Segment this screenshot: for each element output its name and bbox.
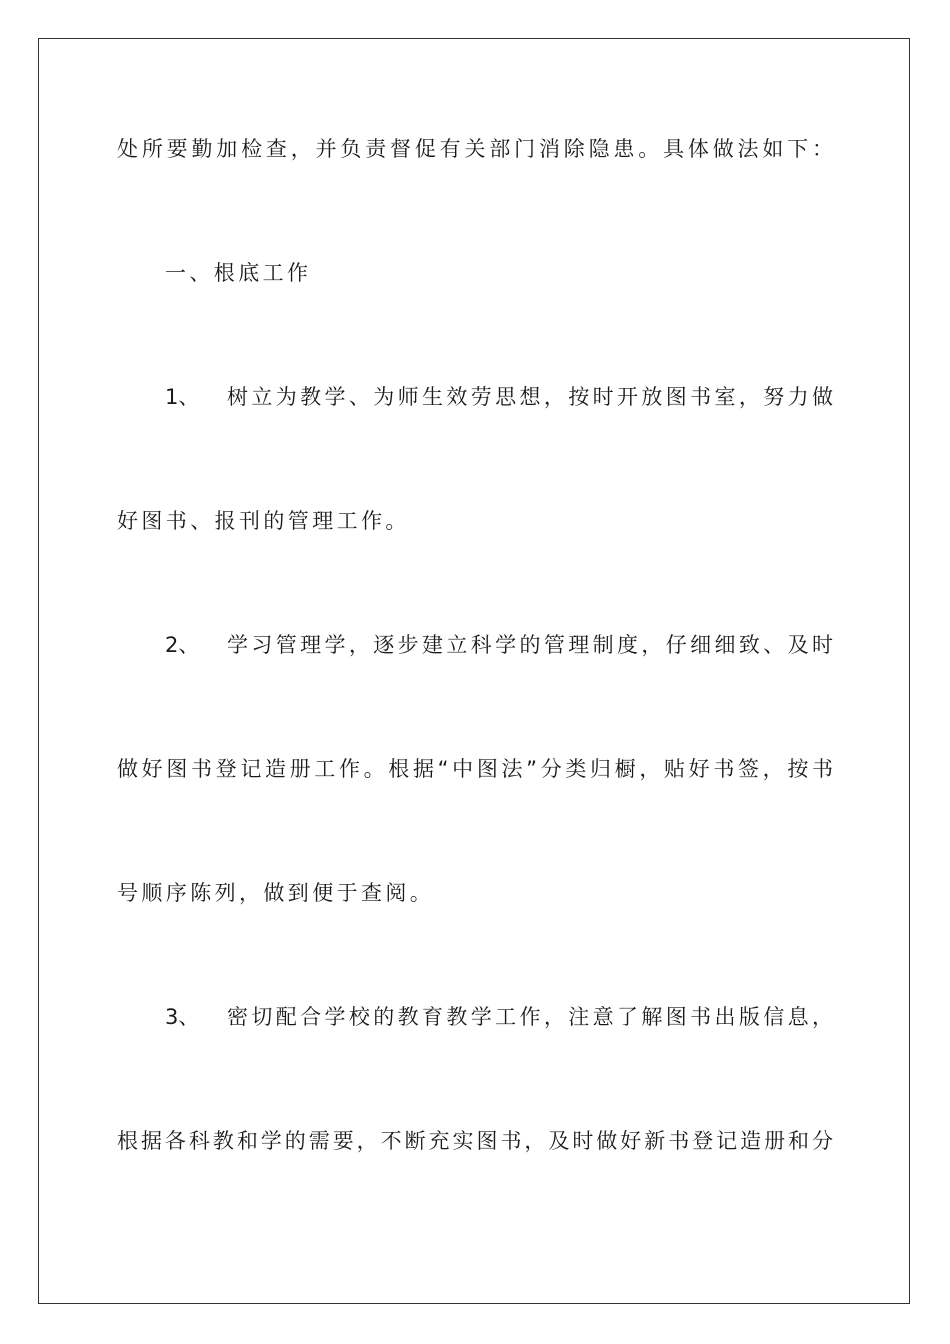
list-item-text: 学习管理学，逐步建立科学的管理制度，仔细细致、及时 (227, 633, 833, 657)
list-item-2 (165, 630, 833, 660)
list-item-text: 密切配合学校的教育教学工作，注意了解图书出版信息， (227, 1005, 833, 1029)
page-border (38, 38, 910, 1304)
list-item-number: 1、 (165, 385, 200, 409)
section-heading: 一、根底工作 (165, 261, 312, 285)
text-line-3: 做好图书登记造册工作。根据“中图法”分类归橱，贴好书签，按书 (117, 757, 833, 781)
list-item-3 (165, 1002, 833, 1032)
list-item-text: 树立为教学、为师生效劳思想，按时开放图书室，努力做 (227, 385, 833, 409)
list-item-1 (165, 382, 833, 412)
list-item-number: 3、 (165, 1005, 200, 1029)
list-item-number: 2、 (165, 633, 200, 657)
text-line-1: 处所要勤加检查，并负责督促有关部门消除隐患。具体做法如下： (117, 137, 833, 161)
text-line-5: 根据各科教和学的需要，不断充实图书，及时做好新书登记造册和分 (117, 1129, 833, 1153)
text-line-2: 好图书、报刊的管理工作。 (117, 509, 410, 533)
text-line-4: 号顺序陈列，做到便于查阅。 (117, 881, 435, 905)
